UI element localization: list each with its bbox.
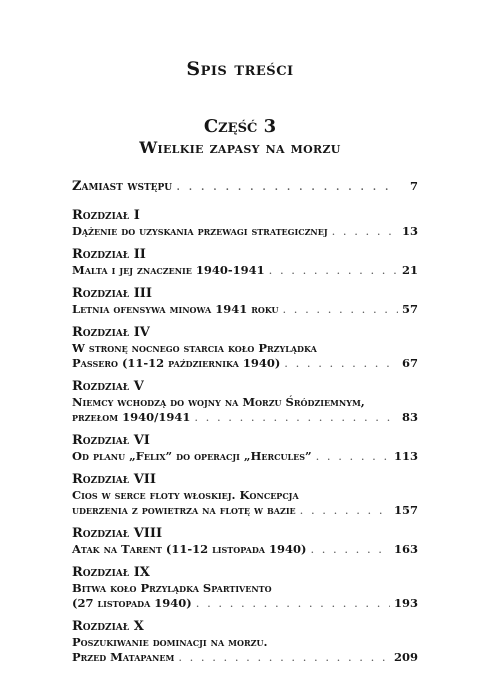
toc-entry-intro bbox=[72, 178, 418, 195]
chapter-title-text: Passero (11-12 października 1940) bbox=[72, 356, 281, 370]
chapter-label: Rozdział VIII bbox=[72, 526, 163, 541]
toc-entry-chapter bbox=[72, 207, 418, 239]
chapter-label: Rozdział VI bbox=[72, 433, 150, 448]
page-number: 193 bbox=[393, 596, 418, 610]
leader-dots bbox=[332, 224, 398, 239]
chapter-title-text: Dążenie do uzyskania przewagi strategicznej bbox=[72, 224, 328, 238]
chapter-label: Rozdział III bbox=[72, 286, 152, 301]
chapter-title-line: Cios w serce floty włoskiej. Koncepcja bbox=[72, 488, 299, 502]
chapter-label: Rozdział IV bbox=[72, 325, 150, 340]
chapter-title-text: Malta i jej znaczenie 1940-1941 bbox=[72, 263, 265, 277]
chapter-title-line bbox=[72, 263, 418, 278]
page-number: 83 bbox=[401, 410, 418, 424]
chapter-title-line: Niemcy wchodzą do wojny na Morzu Śródziemnym, bbox=[72, 395, 365, 409]
toc-entry-chapter bbox=[72, 285, 418, 317]
chapter-title-text: (27 listopada 1940) bbox=[72, 596, 192, 610]
chapter-title-line bbox=[72, 596, 418, 611]
leader-dots bbox=[269, 263, 398, 278]
toc-entry-chapter bbox=[72, 618, 418, 665]
leader-dots bbox=[300, 503, 390, 518]
toc-entry-text: Zamiast wstępu bbox=[72, 179, 173, 194]
toc-entry-chapter bbox=[72, 246, 418, 278]
chapter-title-line bbox=[72, 542, 418, 557]
toc-entry-chapter bbox=[72, 564, 418, 611]
page-number: 209 bbox=[393, 650, 418, 664]
page-number: 7 bbox=[409, 179, 418, 193]
chapter-label: Rozdział V bbox=[72, 379, 144, 394]
page-number: 157 bbox=[393, 503, 418, 517]
leader-dots bbox=[196, 596, 390, 611]
toc-line bbox=[72, 178, 418, 195]
chapter-title-text: przełom 1940/1941 bbox=[72, 410, 191, 424]
chapter-label: Rozdział IX bbox=[72, 565, 150, 580]
chapter-title-line bbox=[72, 410, 418, 425]
page-number: 13 bbox=[401, 224, 418, 238]
toc-entry-chapter bbox=[72, 471, 418, 518]
leader-dots bbox=[310, 542, 390, 557]
leader-dots bbox=[284, 356, 398, 371]
chapter-title-text: Przed Matapanem bbox=[72, 650, 175, 664]
chapter-title-line bbox=[72, 503, 418, 518]
chapter-title-line: W stronę nocnego starcia koło Przylądka bbox=[72, 341, 317, 355]
chapter-title-text: Od planu „Felix” do operacji „Hercules” bbox=[72, 449, 312, 463]
page-number: 113 bbox=[393, 449, 418, 463]
chapter-title-text: Atak na Tarent (11-12 listopada 1940) bbox=[72, 542, 307, 556]
leader-dots bbox=[178, 650, 390, 665]
leader-dots bbox=[316, 449, 390, 464]
chapter-label: Rozdział X bbox=[72, 619, 144, 634]
toc-entry-chapter bbox=[72, 324, 418, 371]
toc-entry-chapter bbox=[72, 432, 418, 464]
part-title: Wielkie zapasy na morzu bbox=[139, 138, 341, 157]
chapter-title-line bbox=[72, 302, 418, 317]
part-number: Część 3 bbox=[203, 116, 277, 137]
leader-dots bbox=[282, 302, 398, 317]
page-title: Spis treści bbox=[186, 58, 294, 80]
page-number: 57 bbox=[401, 302, 418, 316]
table-of-contents bbox=[72, 178, 418, 672]
page-number: 21 bbox=[401, 263, 418, 277]
chapter-label: Rozdział II bbox=[72, 247, 146, 262]
toc-entry-chapter bbox=[72, 525, 418, 557]
leader-dots bbox=[194, 410, 398, 425]
chapter-title-line bbox=[72, 224, 418, 239]
chapter-title-line bbox=[72, 650, 418, 665]
page-number: 163 bbox=[393, 542, 418, 556]
chapter-label: Rozdział VII bbox=[72, 472, 156, 487]
toc-entry-chapter bbox=[72, 378, 418, 425]
page-number: 67 bbox=[401, 356, 418, 370]
chapter-title-text: uderzenia z powietrza na flotę w bazie bbox=[72, 503, 296, 517]
chapter-title-text: Letnia ofensywa minowa 1941 roku bbox=[72, 302, 279, 316]
chapter-title-line: Poszukiwanie dominacji na morzu. bbox=[72, 635, 268, 649]
chapter-title-line: Bitwa koło Przylądka Spartivento bbox=[72, 581, 272, 595]
chapter-list bbox=[72, 207, 418, 665]
chapter-title-line bbox=[72, 356, 418, 371]
leader-dots bbox=[176, 178, 398, 195]
chapter-label: Rozdział I bbox=[72, 208, 140, 223]
chapter-title-line bbox=[72, 449, 418, 464]
